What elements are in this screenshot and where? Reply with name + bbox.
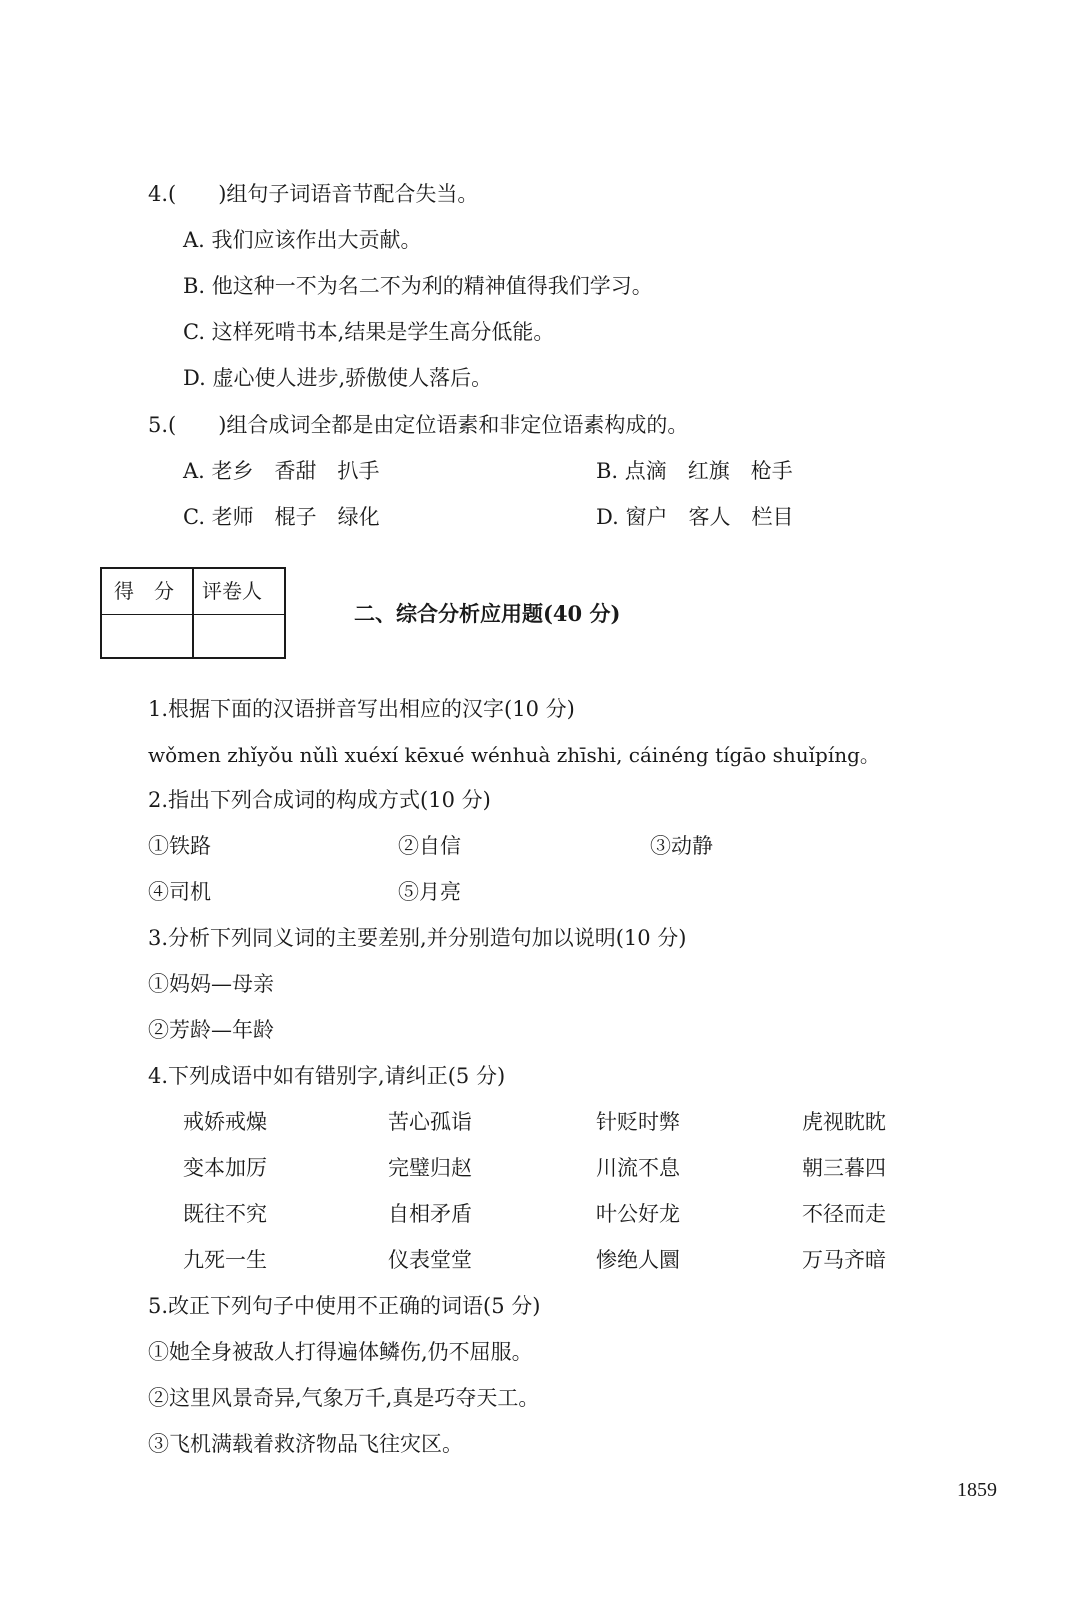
idiom: 惨绝人圜 — [596, 1248, 680, 1272]
part2-question-1-stem: 1.根据下面的汉语拼音写出相应的汉字(10 分) — [148, 697, 575, 721]
question-4-stem: 4.( )组句子词语音节配合失当。 — [148, 182, 479, 206]
correction-sentence: ③飞机满载着救济物品飞往灾区。 — [148, 1432, 463, 1456]
question-5-stem: 5.( )组合成词全都是由定位语素和非定位语素构成的。 — [148, 413, 689, 437]
question-4-option-d: D. 虚心使人进步,骄傲使人落后。 — [183, 366, 493, 390]
question-5-option-b: B. 点滴 红旗 枪手 — [596, 459, 793, 483]
idiom: 朝三暮四 — [802, 1156, 886, 1180]
score-table — [100, 567, 286, 659]
compound-word-item: ①铁路 — [148, 834, 211, 858]
score-table-divider — [192, 569, 194, 657]
part2-question-2-stem: 2.指出下列合成词的构成方式(10 分) — [148, 788, 491, 812]
page-number: 1859 — [957, 1479, 997, 1501]
question-4-option-b: B. 他这种一不为名二不为利的精神值得我们学习。 — [183, 274, 653, 298]
idiom: 仪表堂堂 — [388, 1248, 472, 1272]
idiom: 戒娇戒燥 — [183, 1110, 267, 1134]
idiom: 苦心孤诣 — [388, 1110, 472, 1134]
idiom: 叶公好龙 — [596, 1202, 680, 1226]
idiom: 川流不息 — [596, 1156, 680, 1180]
question-4-option-a: A. 我们应该作出大贡献。 — [183, 228, 422, 252]
idiom: 不径而走 — [802, 1202, 886, 1226]
question-5-option-d: D. 窗户 客人 栏目 — [596, 505, 794, 529]
part2-question-5-stem: 5.改正下列句子中使用不正确的词语(5 分) — [148, 1294, 541, 1318]
grader-label: 评卷人 — [202, 579, 262, 603]
compound-word-item: ④司机 — [148, 880, 211, 904]
idiom: 针贬时弊 — [596, 1110, 680, 1134]
pinyin-line: wǒmen zhǐyǒu nǔlì xuéxí kēxué wénhuà zhīshi, cáinéng tígāo shuǐpíng。 — [148, 743, 880, 767]
synonym-pair: ①妈妈—母亲 — [148, 972, 274, 996]
part2-question-4-stem: 4.下列成语中如有错别字,请纠正(5 分) — [148, 1064, 506, 1088]
idiom: 虎视眈眈 — [802, 1110, 886, 1134]
compound-word-item: ③动静 — [650, 834, 713, 858]
score-label: 得 分 — [114, 579, 174, 603]
compound-word-item: ②自信 — [398, 834, 461, 858]
question-5-option-a: A. 老乡 香甜 扒手 — [183, 459, 380, 483]
question-5-option-c: C. 老师 棍子 绿化 — [183, 505, 380, 529]
idiom: 完璧归赵 — [388, 1156, 472, 1180]
compound-word-item: ⑤月亮 — [398, 880, 461, 904]
idiom: 变本加厉 — [183, 1156, 267, 1180]
correction-sentence: ①她全身被敌人打得遍体鳞伤,仍不屈服。 — [148, 1340, 533, 1364]
idiom: 自相矛盾 — [388, 1202, 472, 1226]
idiom: 万马齐暗 — [802, 1248, 886, 1272]
section-2-title: 二、综合分析应用题(40 分) — [354, 601, 621, 626]
question-4-option-c: C. 这样死啃书本,结果是学生高分低能。 — [183, 320, 555, 344]
part2-question-3-stem: 3.分析下列同义词的主要差别,并分别造句加以说明(10 分) — [148, 926, 687, 950]
correction-sentence: ②这里风景奇异,气象万千,真是巧夺天工。 — [148, 1386, 540, 1410]
synonym-pair: ②芳龄—年龄 — [148, 1018, 274, 1042]
idiom: 九死一生 — [183, 1248, 267, 1272]
idiom: 既往不究 — [183, 1202, 267, 1226]
